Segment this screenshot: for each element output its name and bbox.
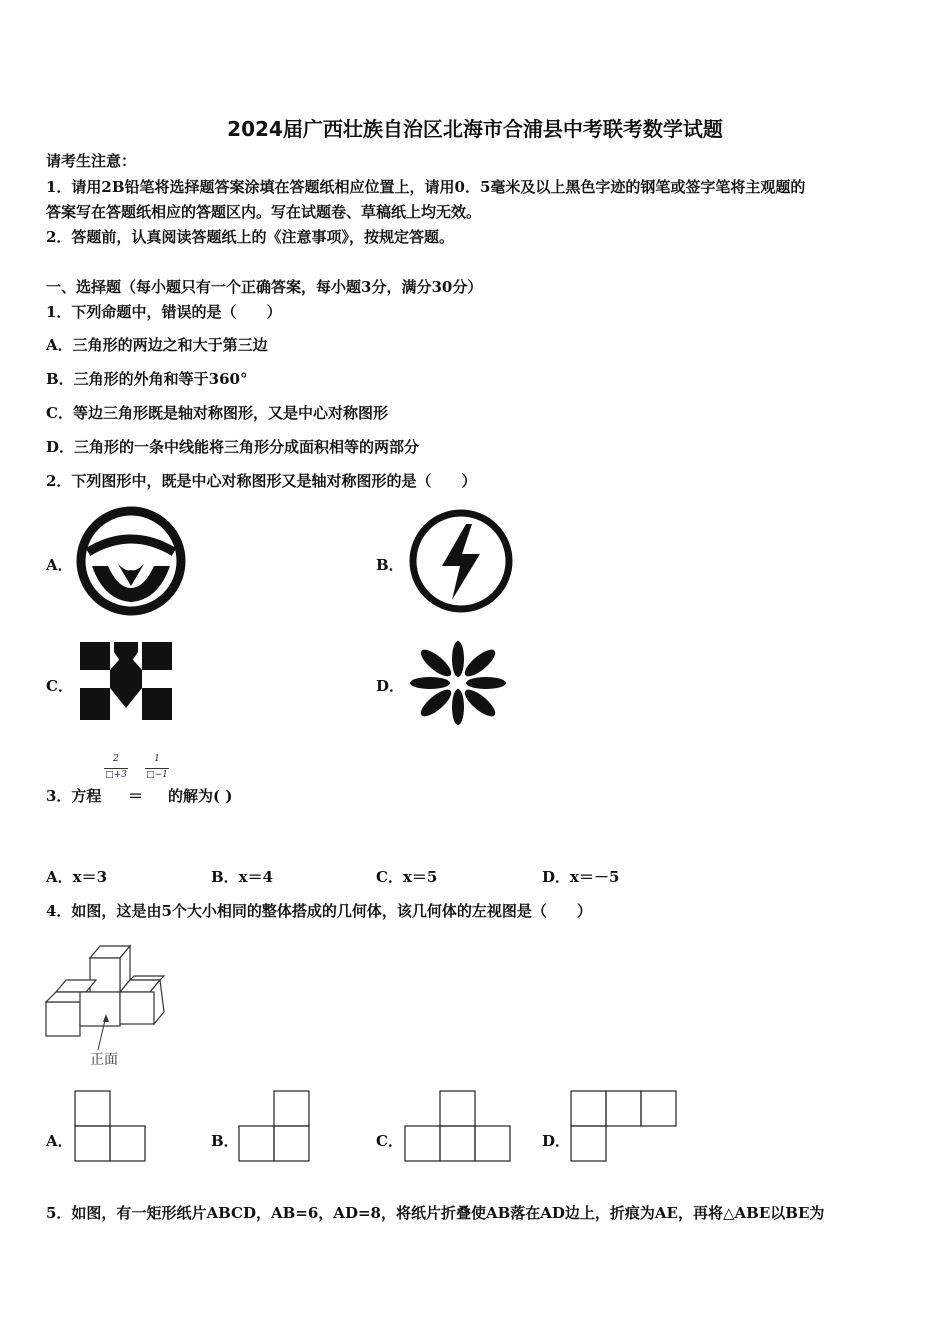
q2-stem: 2．下列图形中，既是中心对称图形又是轴对称图形的是（ ） bbox=[46, 472, 477, 490]
q4-option-c-view bbox=[404, 1090, 514, 1164]
q1-option-b: B．三角形的外角和等于360° bbox=[46, 370, 248, 388]
q3-stem-prefix: 3．方程 bbox=[46, 787, 102, 805]
q3-equals-sign: ＝ bbox=[128, 787, 144, 805]
q4-option-a-view bbox=[74, 1090, 148, 1164]
q2-figure-b-lightning bbox=[404, 504, 518, 618]
q1-option-a: A．三角形的两边之和大于第三边 bbox=[46, 336, 268, 354]
notice-heading: 请考生注意： bbox=[46, 152, 137, 170]
q2-label-b: B． bbox=[376, 556, 404, 574]
notice-line-2: 答案写在答题纸相应的答题区内。写在试题卷、草稿纸上均无效。 bbox=[46, 203, 482, 221]
q3-fraction-1-numerator: 2 bbox=[113, 754, 119, 764]
q3-stem-suffix: 的解为( ) bbox=[168, 787, 233, 805]
q3-option-b: B．x＝4 bbox=[211, 868, 274, 886]
q2-label-c: C． bbox=[46, 677, 73, 695]
q5-stem: 5．如图，有一矩形纸片ABCD，AB=6，AD=8，将纸片折叠使AB落在AD边上，折痕为AE，再将△ABE以BE为 bbox=[46, 1204, 825, 1222]
q2-figure-c-blocks bbox=[76, 638, 176, 724]
q4-label-d: D． bbox=[542, 1132, 571, 1150]
q3-option-d: D．x＝－5 bbox=[542, 868, 620, 886]
q3-fraction-1-denominator: □+3 bbox=[105, 770, 127, 780]
q3-option-a: A．x＝3 bbox=[46, 868, 108, 886]
page-title: 2024届广西壮族自治区北海市合浦县中考联考数学试题 bbox=[227, 117, 723, 141]
q4-stem: 4．如图，这是由5个大小相同的整体搭成的几何体，该几何体的左视图是（ ） bbox=[46, 902, 592, 920]
q4-front-label: 正面 bbox=[90, 1052, 118, 1068]
q2-figure-a-logo bbox=[74, 504, 188, 618]
q4-option-d-view bbox=[570, 1090, 680, 1164]
q2-figure-d-petals bbox=[406, 640, 510, 726]
q4-option-b-view bbox=[238, 1090, 312, 1164]
q3-fraction-2-numerator: 1 bbox=[154, 754, 160, 764]
q2-label-d: D． bbox=[376, 677, 405, 695]
q3-fraction-1-bar bbox=[104, 768, 128, 769]
q4-label-c: C． bbox=[376, 1132, 403, 1150]
q3-fraction-2-bar bbox=[145, 768, 169, 769]
q3-option-c: C．x＝5 bbox=[376, 868, 438, 886]
section-heading: 一、选择题（每小题只有一个正确答案，每小题3分，满分30分） bbox=[46, 278, 483, 296]
q2-label-a: A． bbox=[46, 556, 73, 574]
q4-label-b: B． bbox=[211, 1132, 239, 1150]
q1-option-d: D．三角形的一条中线能将三角形分成面积相等的两部分 bbox=[46, 438, 420, 456]
notice-line-1: 1．请用2B铅笔将选择题答案涂填在答题纸相应位置上，请用0．5毫米及以上黑色字迹的钢笔或签字笔将主观题的 bbox=[46, 178, 806, 196]
q1-stem: 1．下列命题中，错误的是（ ） bbox=[46, 303, 282, 321]
notice-line-3: 2．答题前，认真阅读答题纸上的《注意事项》，按规定答题。 bbox=[46, 228, 454, 246]
q4-label-a: A． bbox=[46, 1132, 73, 1150]
q3-fraction-2-denominator: □−1 bbox=[146, 770, 168, 780]
q1-option-c: C．等边三角形既是轴对称图形，又是中心对称图形 bbox=[46, 404, 388, 422]
